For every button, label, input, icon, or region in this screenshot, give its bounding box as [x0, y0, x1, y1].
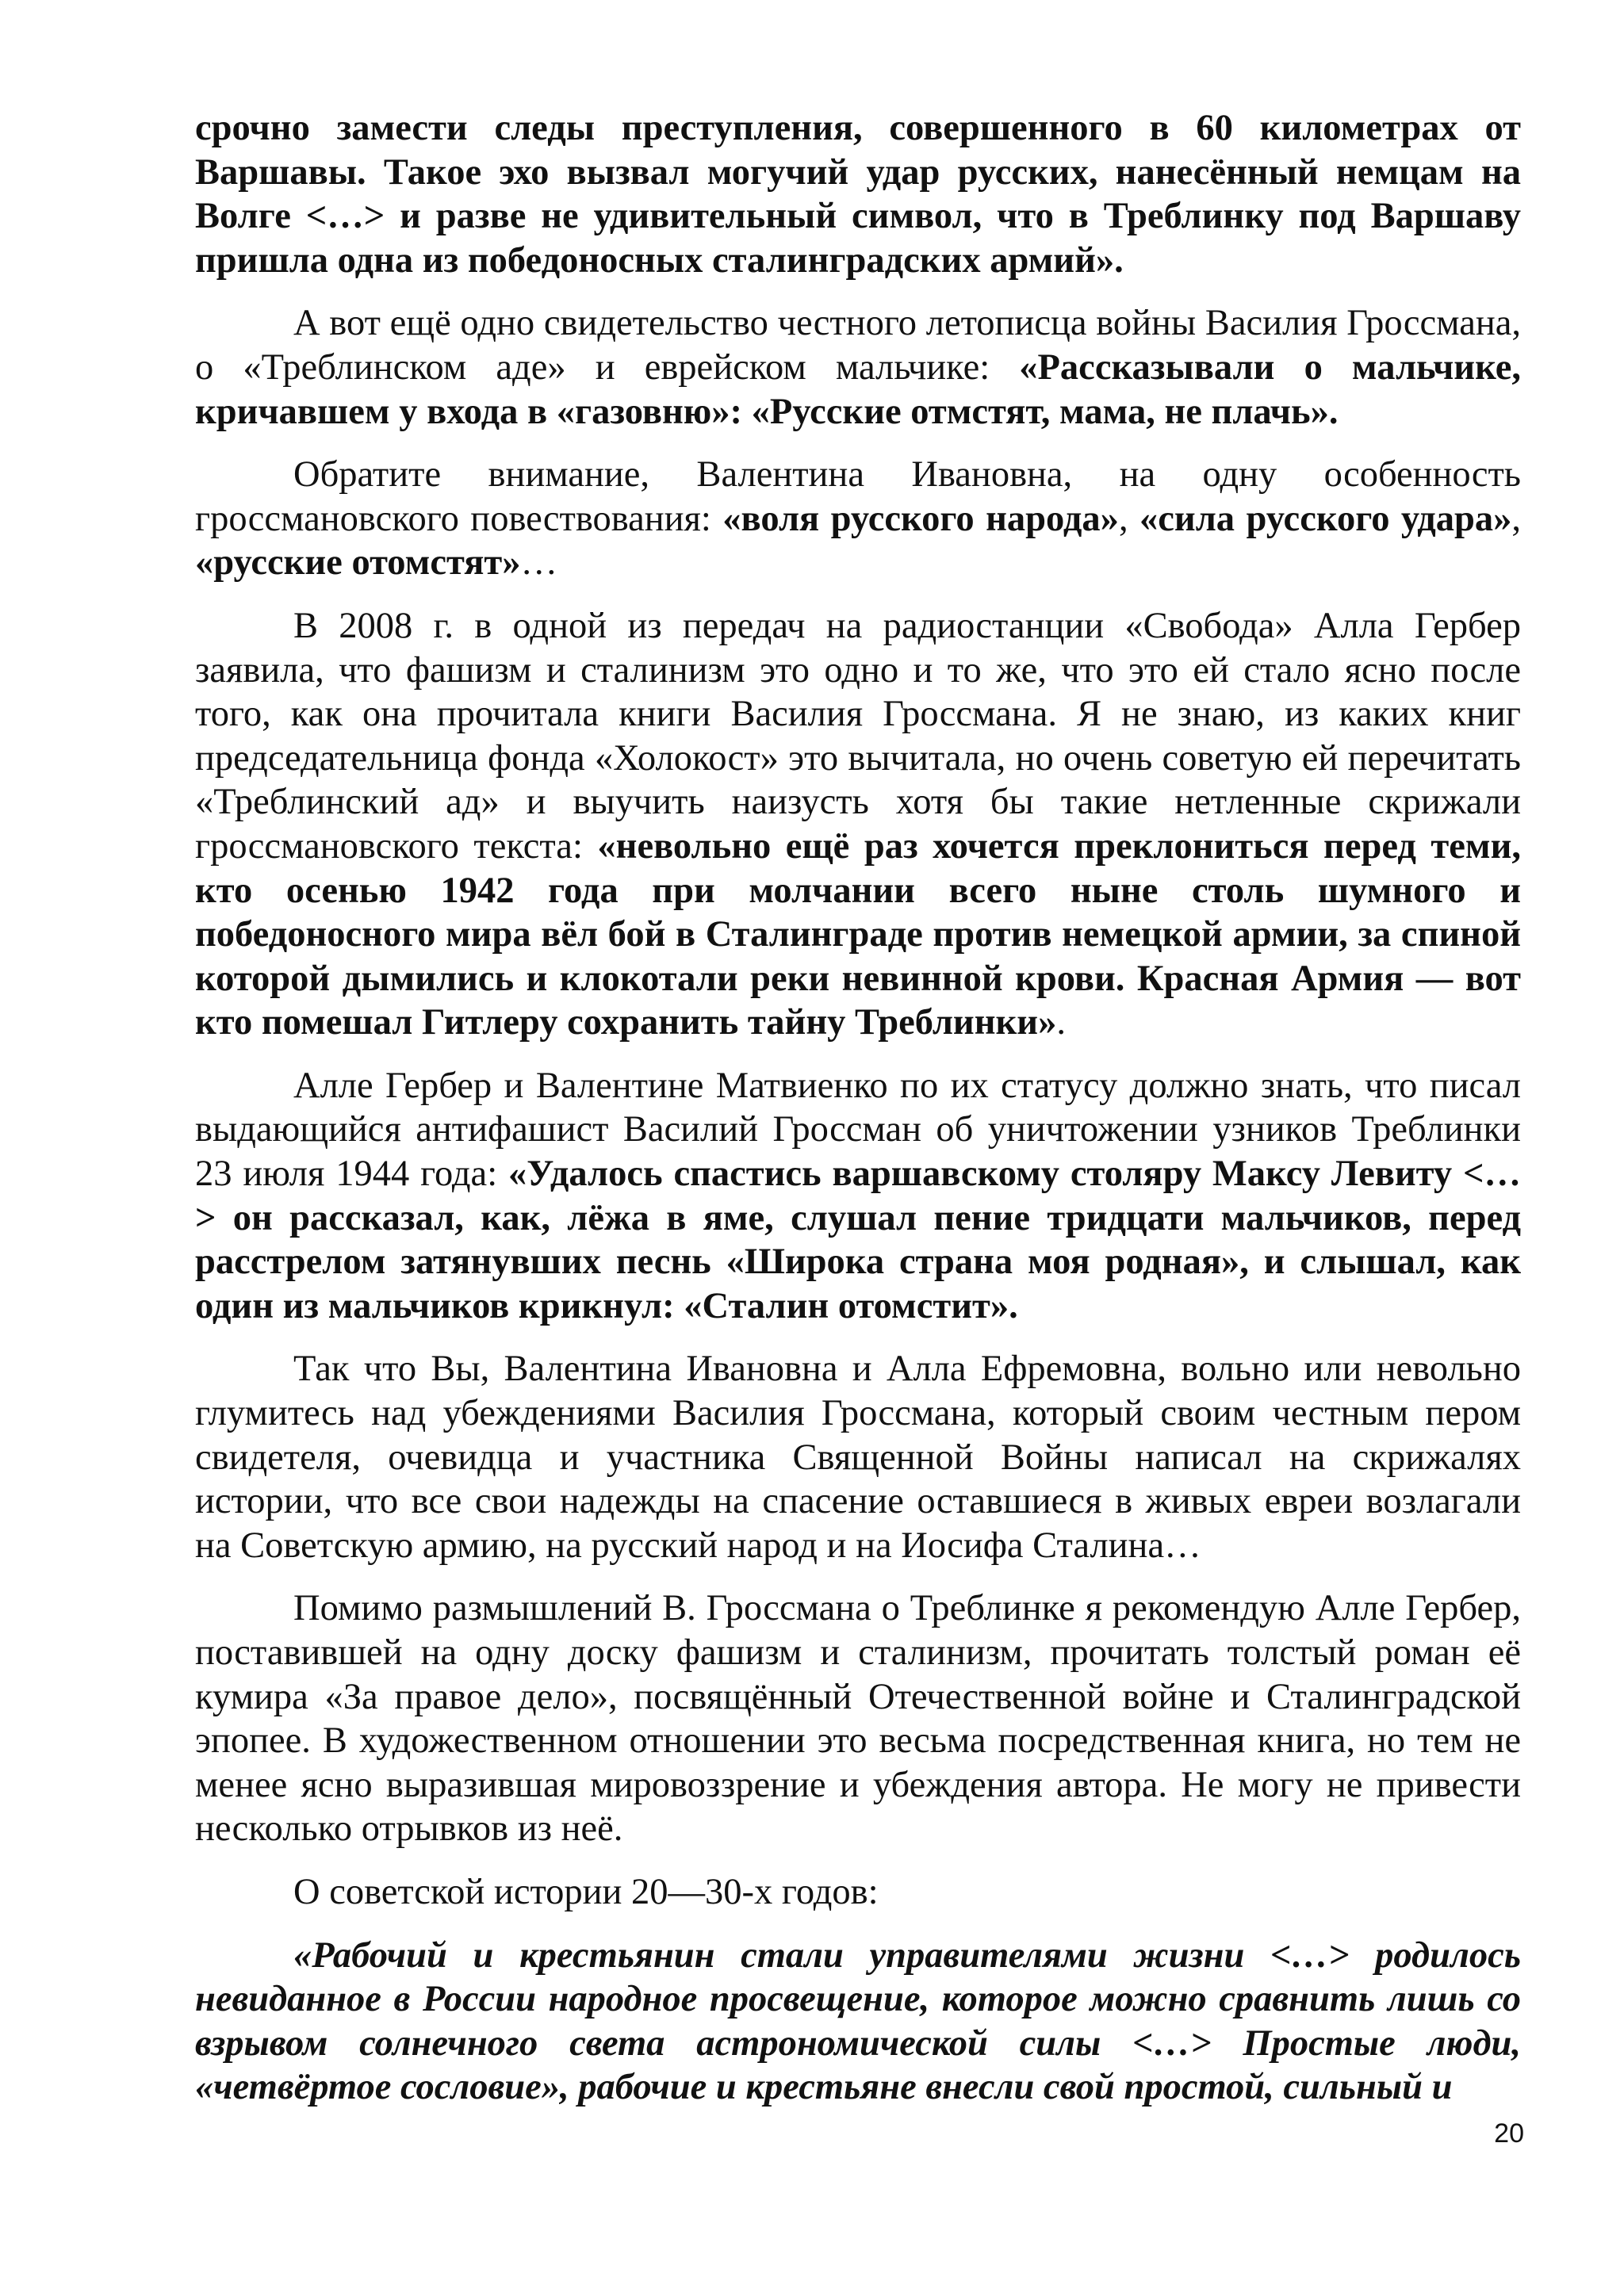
text-run: . — [1056, 1002, 1066, 1043]
text-run: А вот ещё одно свидетельство честного летописца войны Василия Гроссмана, о «Треблинском аде» и еврейском мальчике: — [195, 303, 1521, 388]
bold-run: срочно замести следы преступления, совершенного в 60 километрах от Варшавы. Такое эхо вызвал могучий удар русских, нанесённый немцам на Волге <…> и разве не удивительный символ, что в Треблинку под Варшаву пришла одна из победоносных сталинградских армий». — [195, 108, 1521, 281]
text-run: , — [1118, 498, 1140, 539]
text-run: … — [520, 542, 557, 584]
bold-run: «воля русского народа» — [722, 498, 1119, 539]
bold-run: «русские отомстят» — [195, 542, 521, 584]
paragraph-4 — [195, 604, 1521, 1045]
paragraph-6 — [195, 1347, 1521, 1567]
paragraph-5 — [195, 1064, 1521, 1329]
bold-run: «Рабочий и крестьянин стали управителями жизни <…> родилось невиданное в России народное просвещение, которое можно сравнить лишь со взрывом солнечного света астрономической силы <…> Простые люди, «четвёртое сословие», рабочие и крестьяне внесли свой простой, сильный и — [195, 1934, 1521, 2108]
text-run: Помимо размышлений В. Гроссмана о Треблинке я рекомендую Алле Гербер, поставившей на одну доску фашизм и сталинизм, прочитать толстый роман её кумира «За правое дело», посвящённый Отечественной войне и Сталинградской эпопее. В художественном отношении это весьма посредственная книга, но тем не менее ясно выразившая мировоззрение и убеждения автора. Не могу не привести несколько отрывков из неё. — [195, 1588, 1521, 1850]
text-run: В 2008 г. в одной из передач на радиостанции «Свобода» Алла Гербер заявила, что фашизм и сталинизм это одно и то же, что это ей стало ясно после того, как она прочитала книги Василия Гроссмана. Я не знаю, из каких книг председательница фонда «Холокост» это вычитала, но очень советую ей перечитать «Треблинский ад» и выучить наизусть хотя бы такие нетленные скрижали гроссмановского текста: — [195, 605, 1521, 867]
bold-run: «сила русского удара» — [1139, 498, 1512, 539]
paragraph-3 — [195, 453, 1521, 585]
text-run: Алле Гербер и Валентине Матвиенко по их статусу должно знать, что писал выдающийся антифашист Василий Гроссман об уничтожении узников Треблинки 23 июля 1944 года: — [195, 1065, 1521, 1195]
paragraph-8 — [195, 1870, 1521, 1915]
bold-run: «Удалось спастись варшавскому столяру Максу Левиту <…> он рассказал, как, лёжа в яме, слушал пение тридцати мальчиков, перед расстрелом затянувших песнь «Широка страна моя родная», и слышал, как один из мальчиков крикнул: «Сталин отомстит». — [195, 1154, 1521, 1326]
body-text — [195, 106, 1521, 2129]
text-run: Обратите внимание, Валентина Ивановна, на одну особенность гроссмановского повествования: — [195, 454, 1521, 539]
text-run: , — [1511, 498, 1521, 539]
text-run: О советской истории 20—30-х годов: — [293, 1871, 879, 1912]
page-number: 20 — [1494, 2118, 1524, 2149]
text-run: Так что Вы, Валентина Ивановна и Алла Ефремовна, вольно или невольно глумитесь над убеждениями Василия Гроссмана, который своим честным пером свидетеля, очевидца и участника Священной Войны написал на скрижалях истории, что все свои надежды на спасение оставшиеся в живых евреи возлагали на Советскую армию, на русский народ и на Иосифа Сталина… — [195, 1349, 1521, 1566]
bold-run: «невольно ещё раз хочется преклониться перед теми, кто осенью 1942 года при молчании всего ныне столь шумного и победоносного мира вёл бой в Сталинграде против немецкой армии, за спиной которой дымились и клокотали реки невинной крови. Красная Армия — вот кто помешал Гитлеру сохранить тайну Треблинки» — [195, 825, 1521, 1043]
paragraph-9-quote — [195, 1934, 1521, 2110]
bold-run: «Рассказывали о мальчике, кричавшем у входа в «газовню»: «Русские отмстят, мама, не плачь». — [195, 346, 1522, 432]
paragraph-1 — [195, 106, 1521, 282]
paragraph-2 — [195, 301, 1521, 434]
paragraph-7 — [195, 1586, 1521, 1851]
